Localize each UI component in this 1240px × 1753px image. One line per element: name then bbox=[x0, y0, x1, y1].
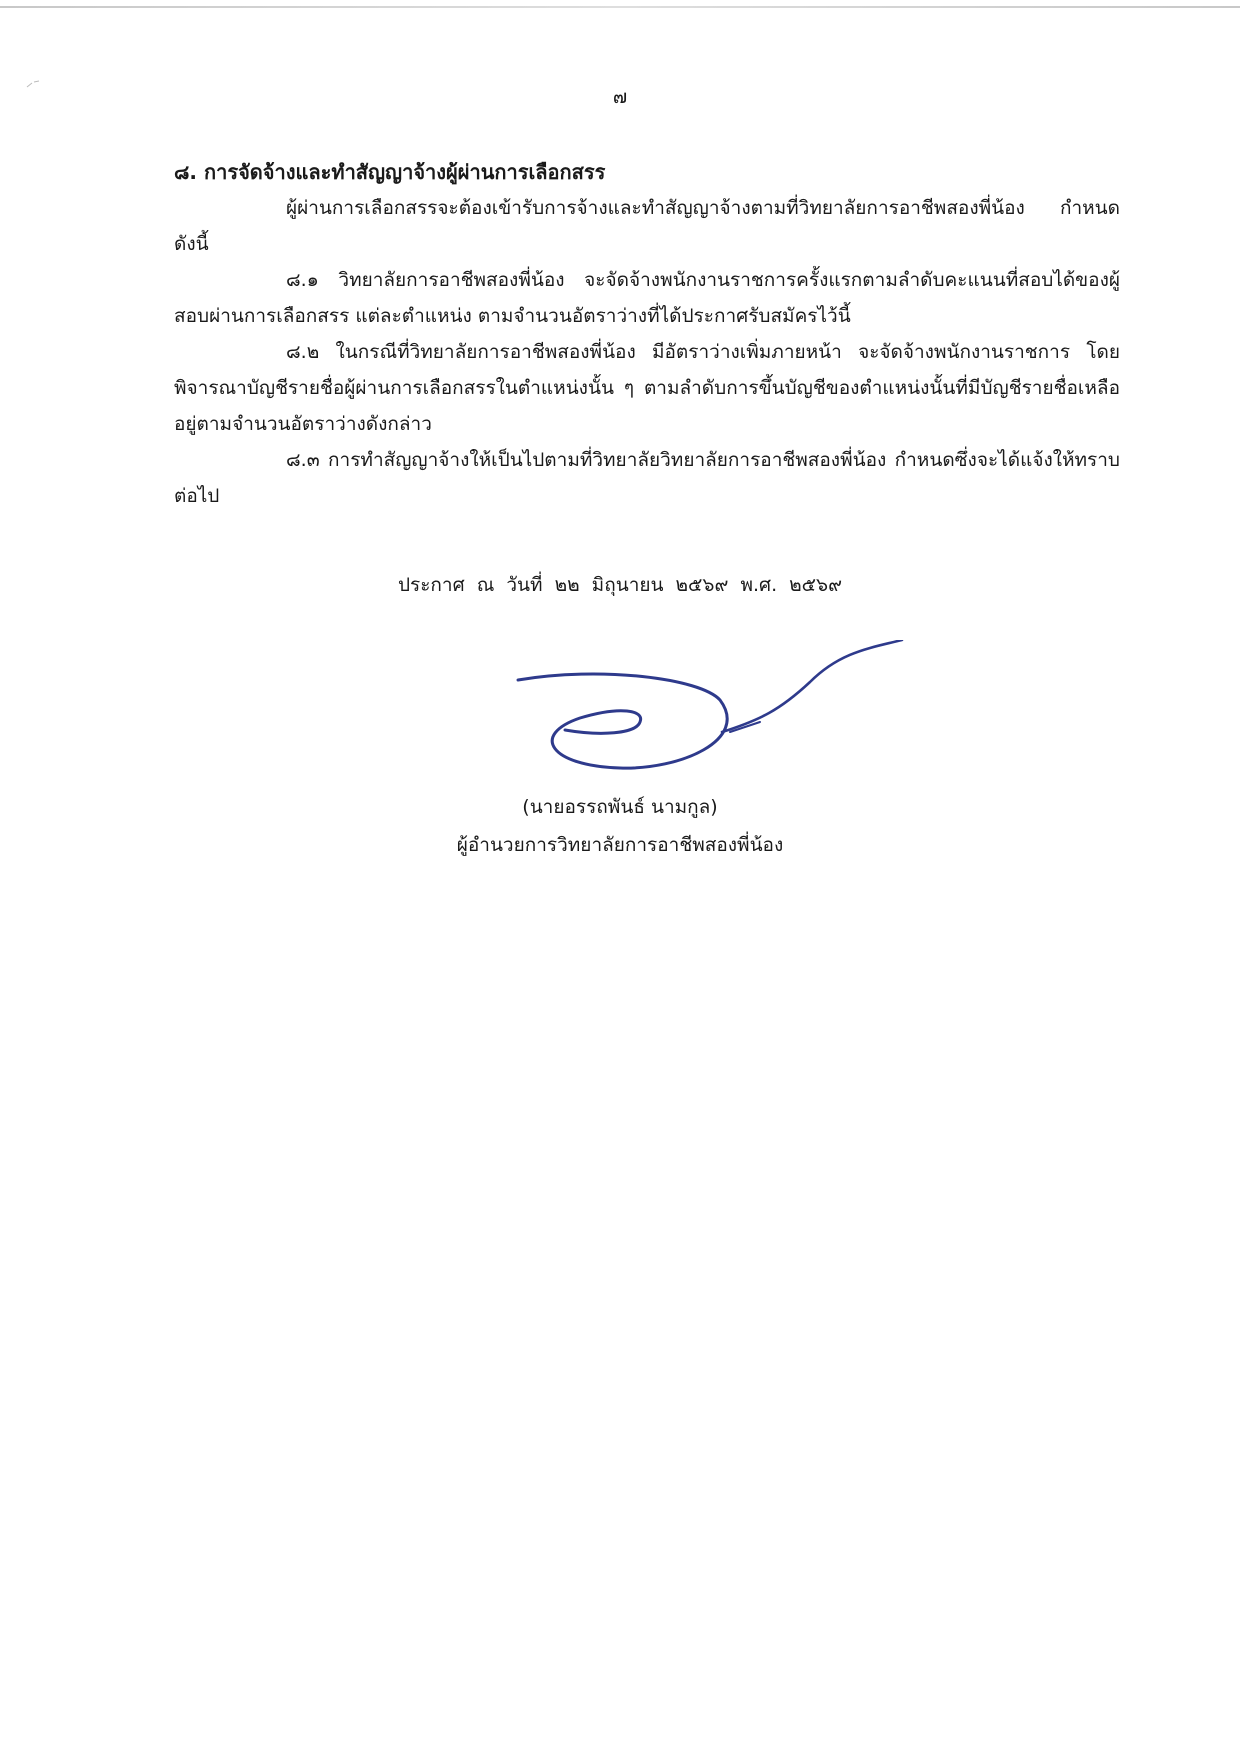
page-number: ๗ bbox=[612, 86, 628, 108]
section-heading: ๘. การจัดจ้างและทำสัญญาจ้างผู้ผ่านการเลือกสรร bbox=[174, 160, 606, 184]
section-intro: ผู้ผ่านการเลือกสรรจะต้องเข้ารับการจ้างและทำสัญญาจ้างตามที่วิทยาลัยการอาชีพสองพี่น้อง กำหนด ดังนี้ bbox=[174, 197, 1120, 255]
scan-edge-line bbox=[0, 6, 1240, 8]
signer-name: (นายอรรถพันธ์ นามกูล) bbox=[522, 796, 718, 818]
signer-title: ผู้อำนวยการวิทยาลัยการอาชีพสองพี่น้อง bbox=[456, 834, 784, 856]
announcement-date: ประกาศ ณ วันที่ ๒๒ มิถุนายน ๒๕๖๙ พ.ศ. ๒๕๖๙ bbox=[397, 574, 843, 596]
clause-8-2: ๘.๒ ในกรณีที่วิทยาลัยการอาชีพสองพี่น้อง มีอัตราว่างเพิ่มภายหน้า จะจัดจ้างพนักงานราชการ โดยพิจารณาบัญชีรายชื่อผู้ผ่านการเลือกสรรในตำแหน่งนั้น ๆ ตามลำดับการขึ้นบัญชีของตำแหน่งนั้นที่มีบัญชีรายชื่อเหลืออยู่ตามจำนวนอัตราว่างดังกล่าว bbox=[174, 341, 1120, 435]
document-body bbox=[174, 154, 1120, 514]
handwritten-signature bbox=[510, 640, 910, 790]
clause-8-1: ๘.๑ วิทยาลัยการอาชีพสองพี่น้อง จะจัดจ้างพนักงานราชการครั้งแรกตามลำดับคะแนนที่สอบได้ของผู้สอบผ่านการเลือกสรร แต่ละตำแหน่ง ตามจำนวนอัตราว่างที่ได้ประกาศรับสมัครไว้นี้ bbox=[174, 269, 1120, 327]
clause-8-3: ๘.๓ การทำสัญญาจ้างให้เป็นไปตามที่วิทยาลัยวิทยาลัยการอาชีพสองพี่น้อง กำหนดซึ่งจะได้แจ้งให้ทราบต่อไป bbox=[174, 449, 1120, 507]
